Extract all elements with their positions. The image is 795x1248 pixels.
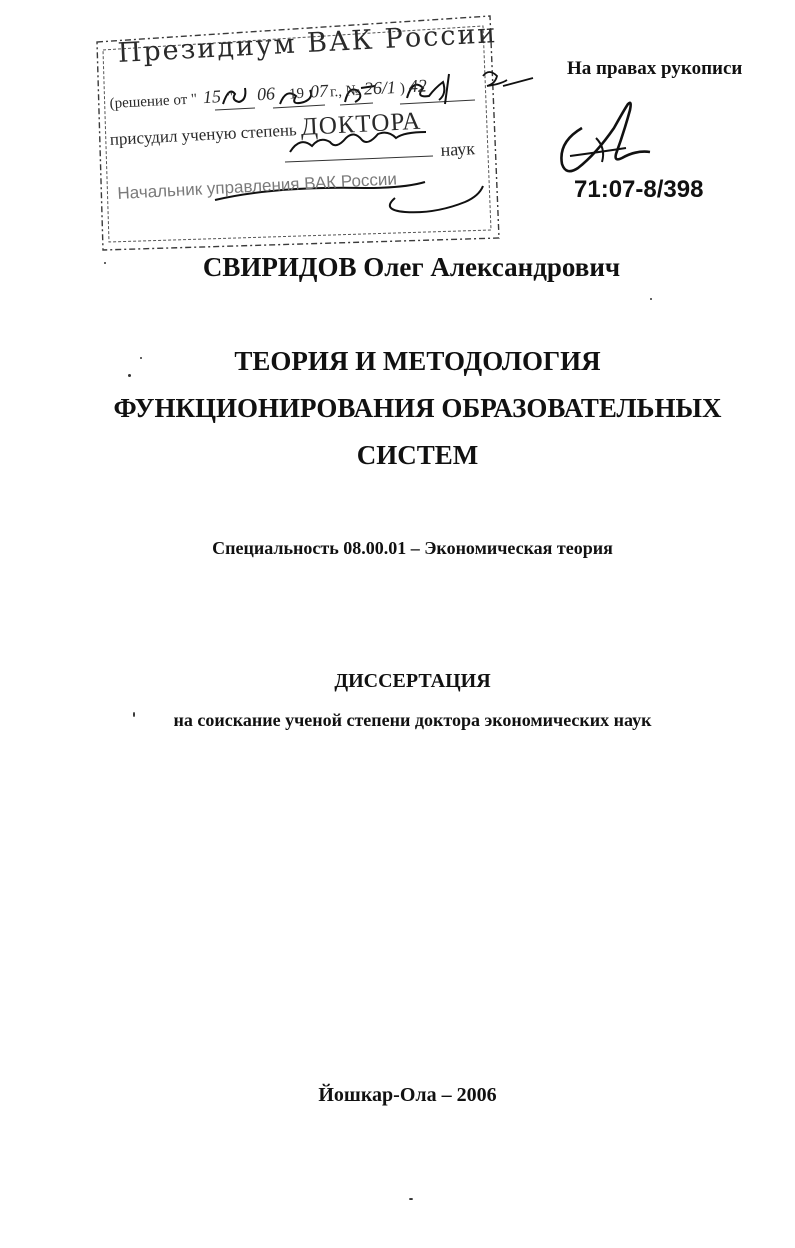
vak-stamp: [95, 12, 503, 250]
stamp-extra-mark: 42: [408, 75, 428, 97]
scan-speck: [133, 712, 135, 717]
title-line-2: ФУНКЦИОНИРОВАНИЯ ОБРАЗОВАТЕЛЬНЫХ: [113, 393, 722, 423]
shelf-code: 71:07-8/398: [574, 176, 704, 203]
stamp-day: 15: [202, 86, 222, 108]
scan-speck: [409, 1198, 413, 1200]
scan-speck: [104, 262, 106, 264]
stamp-month: 06: [256, 83, 276, 105]
signature-icon: [552, 98, 652, 178]
scan-speck: [128, 374, 131, 377]
stamp-year-prefix: 19: [288, 85, 305, 103]
stamp-decision-prefix: (решение от ": [109, 91, 198, 112]
stamp-sciences: наук: [440, 138, 476, 160]
stamp-year: 07: [309, 80, 329, 102]
specialty: Специальность 08.00.01 – Экономическая теория: [212, 538, 613, 558]
title-line-3: СИСТЕМ: [356, 440, 479, 470]
stamp-degree: ДОКТОРА: [300, 107, 422, 141]
stamp-awarded: присудил ученую степень: [109, 120, 298, 149]
document-type: ДИССЕРТАЦИЯ: [334, 670, 491, 692]
stamp-official: Начальник управления ВАК России: [117, 169, 398, 203]
city-year: Йошкар-Ола – 2006: [318, 1084, 497, 1106]
stamp-num-label: г., №: [329, 82, 361, 101]
stamp-field-line: [440, 138, 476, 161]
stamp-presidium: Президиум ВАК России: [117, 18, 499, 69]
degree-description: на соискание ученой степени доктора экономических наук: [173, 710, 652, 730]
author-name: СВИРИДОВ Олег Александрович: [202, 252, 621, 282]
title-line-1: ТЕОРИЯ И МЕТОДОЛОГИЯ: [234, 346, 601, 376]
stamp-num: 26/1: [363, 76, 397, 99]
stamp-decision-suffix: ): [399, 80, 406, 97]
manuscript-rights: На правах рукописи: [567, 58, 743, 79]
scan-speck: [140, 357, 142, 359]
scan-speck: [650, 298, 652, 300]
stamp-quote: ": [226, 89, 234, 106]
